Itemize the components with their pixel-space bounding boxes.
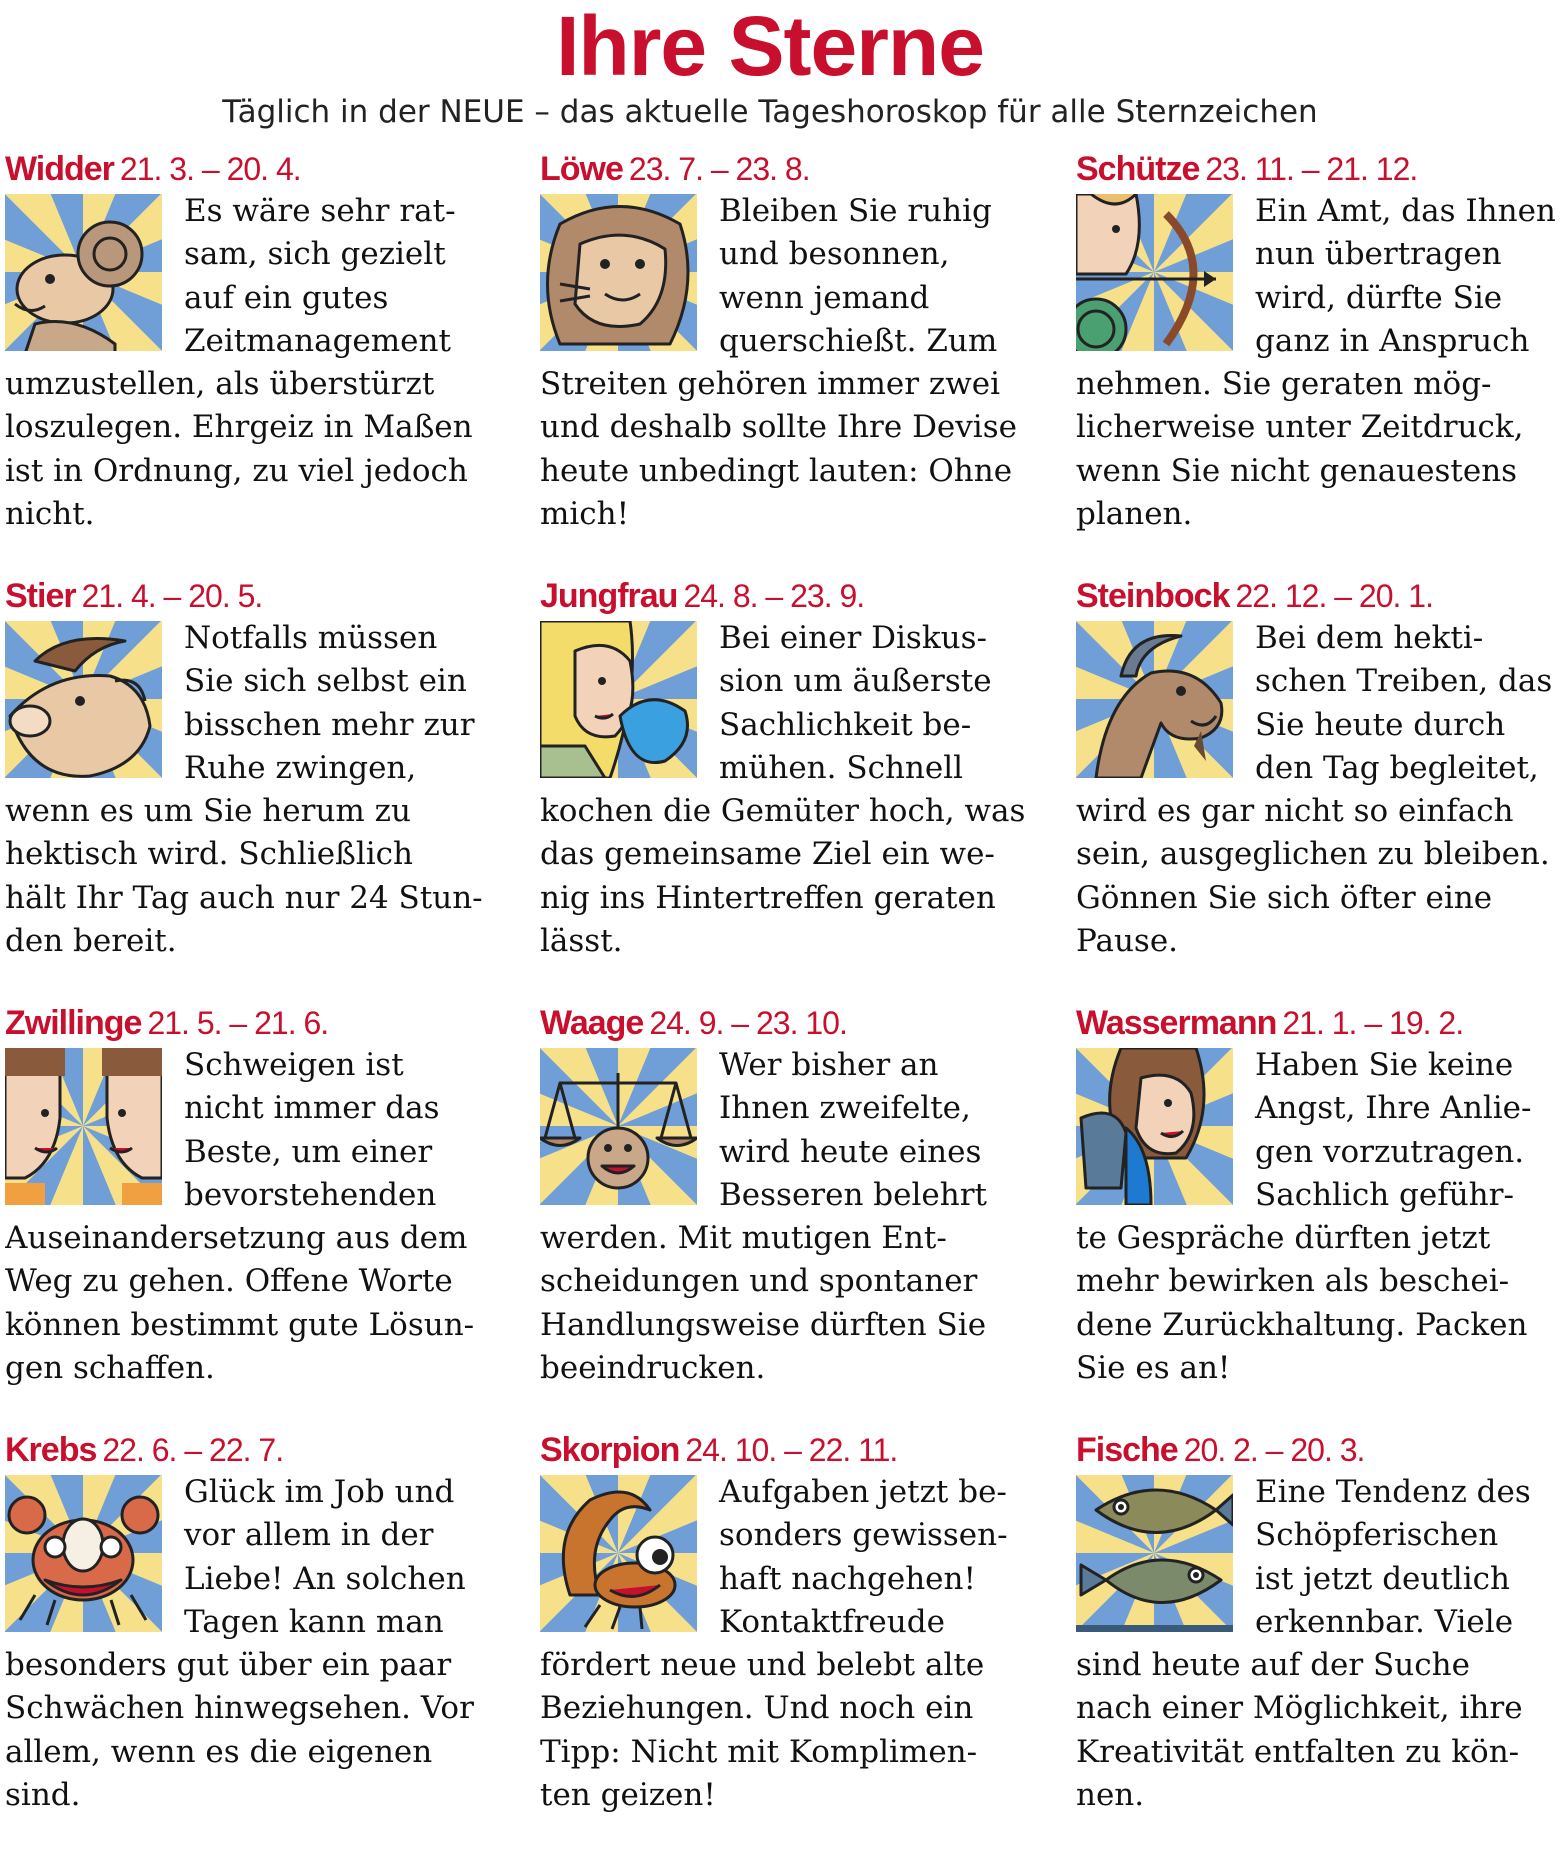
archer-icon	[1076, 194, 1233, 351]
sign-dates: 24. 10. – 22. 11.	[685, 1432, 898, 1468]
horoscope-text: Schweigen ist nicht immer das Beste, um einer bevorstehenden Auseinandersetzung aus dem Weg zu gehen. Offene Worte können bestimmt gute Lösun- gen schaffen.	[5, 1047, 475, 1387]
horoscope-entry-krebs	[5, 1429, 525, 1849]
horoscope-entry-zwillinge	[5, 1002, 525, 1422]
sign-dates: 23. 7. – 23. 8.	[628, 151, 810, 187]
horoscope-entry-stier	[5, 575, 525, 995]
sign-dates: 23. 11. – 21. 12.	[1205, 151, 1418, 187]
horoscope-text: Notfalls müssen Sie sich selbst ein bisschen mehr zur Ruhe zwingen, wenn es um Sie herum zu hektisch wird. Schließlich hält Ihr Tag auch nur 24 Stun- den bereit.	[5, 620, 483, 960]
virgo-icon	[540, 621, 697, 778]
horoscope-text: Es wäre sehr rat- sam, sich gezielt auf ein gutes Zeitmanagement umzustellen, als überstürzt loszulegen. Ehrgeiz in Maßen ist in Ordnung, zu viel jedoch nicht.	[5, 193, 473, 533]
fish-icon	[1076, 1475, 1233, 1632]
sign-name: Fische	[1076, 1431, 1178, 1469]
sign-name: Jungfrau	[540, 577, 678, 615]
horoscope-text: Bleiben Sie ruhig und besonnen, wenn jemand querschießt. Zum Streiten gehören immer zwei und deshalb sollte Ihre Devise heute unbedingt lauten: Ohne mich!	[540, 193, 1017, 533]
horoscope-entry-fische	[1076, 1429, 1566, 1849]
sign-name: Steinbock	[1076, 577, 1230, 615]
horoscope-entry-schuetze	[1076, 148, 1566, 568]
sign-dates: 20. 2. – 20. 3.	[1183, 1432, 1365, 1468]
horoscope-entry-jungfrau	[540, 575, 1060, 995]
lion-icon	[540, 194, 697, 351]
sign-name: Widder	[5, 150, 114, 188]
horoscope-entry-loewe	[540, 148, 1060, 568]
horoscope-text: Haben Sie keine Angst, Ihre Anlie- gen vorzutragen. Sachlich geführ- te Gespräche dürften jetzt mehr bewirken als beschei- dene Zurückhaltung. Packen Sie es an!	[1076, 1047, 1532, 1387]
sign-name: Wassermann	[1076, 1004, 1277, 1042]
sign-name: Zwillinge	[5, 1004, 142, 1042]
ram-icon	[5, 194, 162, 351]
horoscope-entry-skorpion	[540, 1429, 1060, 1849]
horoscope-text: Bei dem hekti- schen Treiben, das Sie heute durch den Tag begleitet, wird es gar nicht so einfach sein, ausgeglichen zu bleiben. Gönnen Sie sich öfter eine Pause.	[1076, 620, 1553, 960]
sign-dates: 21. 4. – 20. 5.	[81, 578, 263, 614]
horoscope-text: Bei einer Diskus- sion um äußerste Sachlichkeit be- mühen. Schnell kochen die Gemüter hoch, was das gemeinsame Ziel ein we- nig ins Hintertreffen geraten lässt.	[540, 620, 1026, 960]
goat-icon	[1076, 621, 1233, 778]
bull-icon	[5, 621, 162, 778]
sign-name: Schütze	[1076, 150, 1200, 188]
sign-dates: 21. 3. – 20. 4.	[119, 151, 301, 187]
sign-dates: 21. 1. – 19. 2.	[1282, 1005, 1464, 1041]
sign-name: Skorpion	[540, 1431, 680, 1469]
horoscope-text: Aufgaben jetzt be- sonders gewissen- haft nachgehen! Kontaktfreude fördert neue und belebt alte Beziehungen. Und noch ein Tipp: Nicht mit Komplimen- ten geizen!	[540, 1474, 1008, 1814]
twins-icon	[5, 1048, 162, 1205]
horoscope-text: Eine Tendenz des Schöpferischen ist jetzt deutlich erkennbar. Viele sind heute auf der Suche nach einer Möglichkeit, ihre Kreativität entfalten zu kön- nen.	[1076, 1474, 1531, 1814]
horoscope-text: Ein Amt, das Ihnen nun übertragen wird, dürfte Sie ganz in Anspruch nehmen. Sie geraten mög- licherweise unter Zeitdruck, wenn Sie nicht genauestens planen.	[1076, 193, 1556, 533]
sign-dates: 24. 9. – 23. 10.	[649, 1005, 847, 1041]
horoscope-text: Glück im Job und vor allem in der Liebe! An solchen Tagen kann man besonders gut über ein paar Schwächen hinwegsehen. Vor allem, wenn es die eigenen sind.	[5, 1474, 474, 1814]
scorpion-icon	[540, 1475, 697, 1632]
water-bearer-icon	[1076, 1048, 1233, 1205]
page-subtitle: Täglich in der NEUE – das aktuelle Tageshoroskop für alle Sternzeichen	[222, 94, 1318, 130]
horoscope-entry-waage	[540, 1002, 1060, 1422]
horoscope-entry-widder	[5, 148, 525, 568]
page-title: Ihre Sterne	[556, 0, 984, 93]
horoscope-entry-steinbock	[1076, 575, 1566, 995]
horoscope-entry-wassermann	[1076, 1002, 1566, 1422]
sign-dates: 22. 12. – 20. 1.	[1235, 578, 1433, 614]
sign-dates: 22. 6. – 22. 7.	[102, 1432, 284, 1468]
sign-name: Löwe	[540, 150, 623, 188]
crab-icon	[5, 1475, 162, 1632]
sign-dates: 21. 5. – 21. 6.	[147, 1005, 329, 1041]
sign-name: Waage	[540, 1004, 644, 1042]
sign-dates: 24. 8. – 23. 9.	[683, 578, 865, 614]
sign-name: Stier	[5, 577, 76, 615]
scales-icon	[540, 1048, 697, 1205]
sign-name: Krebs	[5, 1431, 97, 1469]
horoscope-text: Wer bisher an Ihnen zweifelte, wird heute eines Besseren belehrt werden. Mit mutigen Ent- scheidungen und spontaner Handlungsweise dürften Sie beeindrucken.	[540, 1047, 987, 1387]
